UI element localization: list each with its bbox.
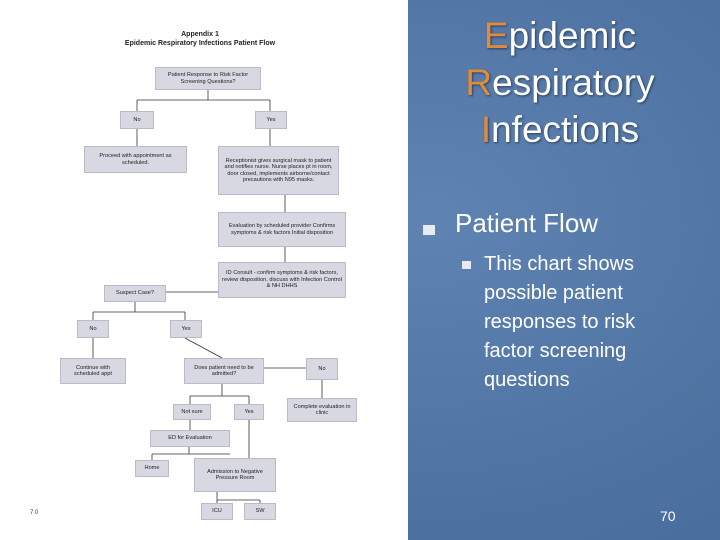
title-line-2	[430, 59, 690, 106]
box-ed: ED for Evaluation	[150, 430, 230, 447]
slide-title	[430, 12, 690, 153]
title-line-1	[430, 12, 690, 59]
title-line-1-initial: E	[483, 15, 509, 56]
title-line-2-rest: espiratory	[492, 62, 655, 103]
page-mark: 7 0	[30, 510, 39, 516]
box-complete: Complete evaluation in clinic	[287, 398, 357, 422]
title-line-3	[430, 106, 690, 153]
title-line-3-initial: I	[480, 109, 492, 150]
sub-bullet-description: This chart shows possible patient responses to risk factor screening questions	[484, 253, 636, 391]
box-suspect-no: No	[77, 320, 109, 338]
box-sw: SW	[244, 503, 276, 520]
box-home: Home	[135, 460, 169, 477]
box-admission: Admission to Negative Pressure Room	[194, 458, 276, 492]
title-line-1-rest: pidemic	[508, 15, 637, 56]
box-consult: ID Consult - confirm symptoms & risk factors, review disposition, discuss with Infection Control & NH DHHS	[218, 262, 346, 298]
bullet-square-icon	[423, 225, 435, 235]
box-admit-yes: Yes	[234, 404, 264, 420]
box-admit-no: No	[306, 358, 338, 380]
box-icu: ICU	[201, 503, 233, 520]
sub-bullet-square-icon	[462, 261, 471, 269]
box-screening: Patient Response to Risk Factor Screening Questions?	[155, 67, 261, 90]
box-receptionist: Receptionist gives surgical mask to patient and notifies nurse. Nurse places pt in room, door closed, implements airborne/contact precautions with N95 masks.	[218, 146, 339, 195]
box-evaluation: Evaluation by scheduled provider Confirms symptoms & risk factors Initial disposition	[218, 212, 346, 247]
slide-number: 70	[660, 508, 676, 524]
title-line-2-initial: R	[465, 62, 493, 103]
flowchart-title-line2: Epidemic Respiratory Infections Patient Flow	[124, 40, 276, 47]
box-continue: Continue with scheduled appt	[60, 358, 126, 384]
box-yes: Yes	[255, 111, 287, 129]
title-line-3-rest: nfections	[491, 109, 640, 150]
box-admitted: Does patient need to be admitted?	[184, 358, 264, 384]
box-proceed: Proceed with appointment as scheduled.	[84, 146, 187, 173]
flowchart-title-line1: Appendix 1	[181, 31, 219, 38]
bullet-patient-flow: Patient Flow	[455, 208, 599, 238]
box-suspect: Suspect Case?	[104, 285, 166, 302]
box-suspect-yes: Yes	[170, 320, 202, 338]
box-no: No	[120, 111, 154, 129]
box-not-sure: Not sure	[173, 404, 211, 420]
